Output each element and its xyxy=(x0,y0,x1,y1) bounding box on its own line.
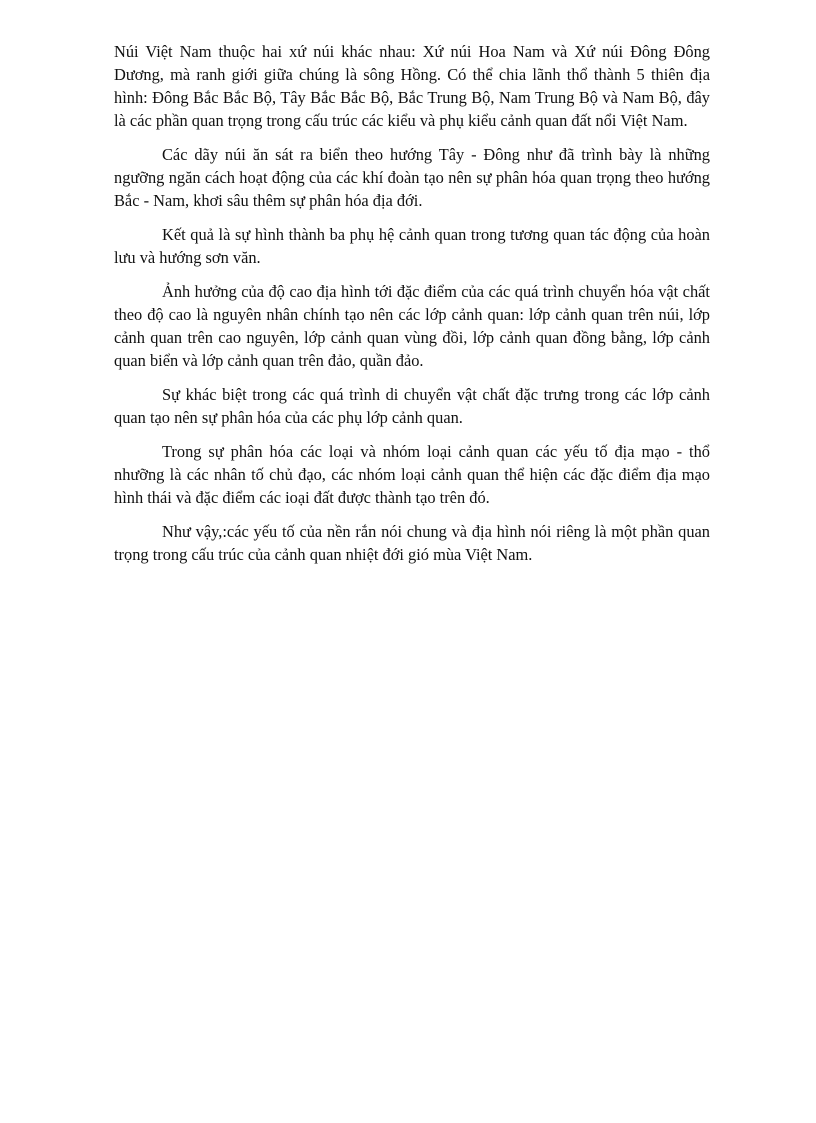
paragraph-2: Các dãy núi ăn sát ra biển theo hướng Tây - Đông như đã trình bày là những ngưỡng ngăn cách hoạt động của các khí đoàn tạo nên sự phân hóa quan trọng theo hướng Bắc - Nam, khơi sâu thêm sự phân hóa địa đới. xyxy=(114,145,710,210)
paragraph-5: Sự khác biệt trong các quá trình di chuyển vật chất đặc trưng trong các lớp cảnh quan tạo nên sự phân hóa của các phụ lớp cảnh quan. xyxy=(114,385,710,427)
paragraph-1: Núi Việt Nam thuộc hai xứ núi khác nhau: Xứ núi Hoa Nam và Xứ núi Đông Đông Dương, mà ranh giới giữa chúng là sông Hồng. Có thể chia lãnh thổ thành 5 thiên địa hình: Đông Bắc Bắc Bộ, Tây Bắc Bắc Bộ, Bắc Trung Bộ, Nam Trung Bộ và Nam Bộ, đây là các phần quan trọng trong cấu trúc các kiểu và phụ kiểu cảnh quan đất nổi Việt Nam. xyxy=(114,42,710,130)
paragraph-7: Như vậy,:các yếu tố của nền rắn nói chung và địa hình nói riêng là một phần quan trọng trong cấu trúc của cảnh quan nhiệt đới gió mùa Việt Nam. xyxy=(114,522,710,564)
paragraph-6: Trong sự phân hóa các loại và nhóm loại cảnh quan các yếu tố địa mạo - thổ nhưỡng là các nhân tố chủ đạo, các nhóm loại cảnh quan thể hiện các đặc điểm địa mạo hình thái và đặc điểm các ioại đất được thành tạo trên đó. xyxy=(114,442,710,507)
paragraph-3: Kết quả là sự hình thành ba phụ hệ cảnh quan trong tương quan tác động của hoàn lưu và hướng sơn văn. xyxy=(114,225,710,267)
paragraph-4: Ảnh hưởng của độ cao địa hình tới đặc điểm của các quá trình chuyển hóa vật chất theo độ cao là nguyên nhân chính tạo nên các lớp cảnh quan: lớp cảnh quan trên núi, lớp cảnh quan trên cao nguyên, lớp cảnh quan vùng đồi, lớp cảnh quan đồng bằng, lớp cảnh quan biển và lớp cảnh quan trên đảo, quần đảo. xyxy=(114,282,710,370)
document-body xyxy=(114,40,710,577)
